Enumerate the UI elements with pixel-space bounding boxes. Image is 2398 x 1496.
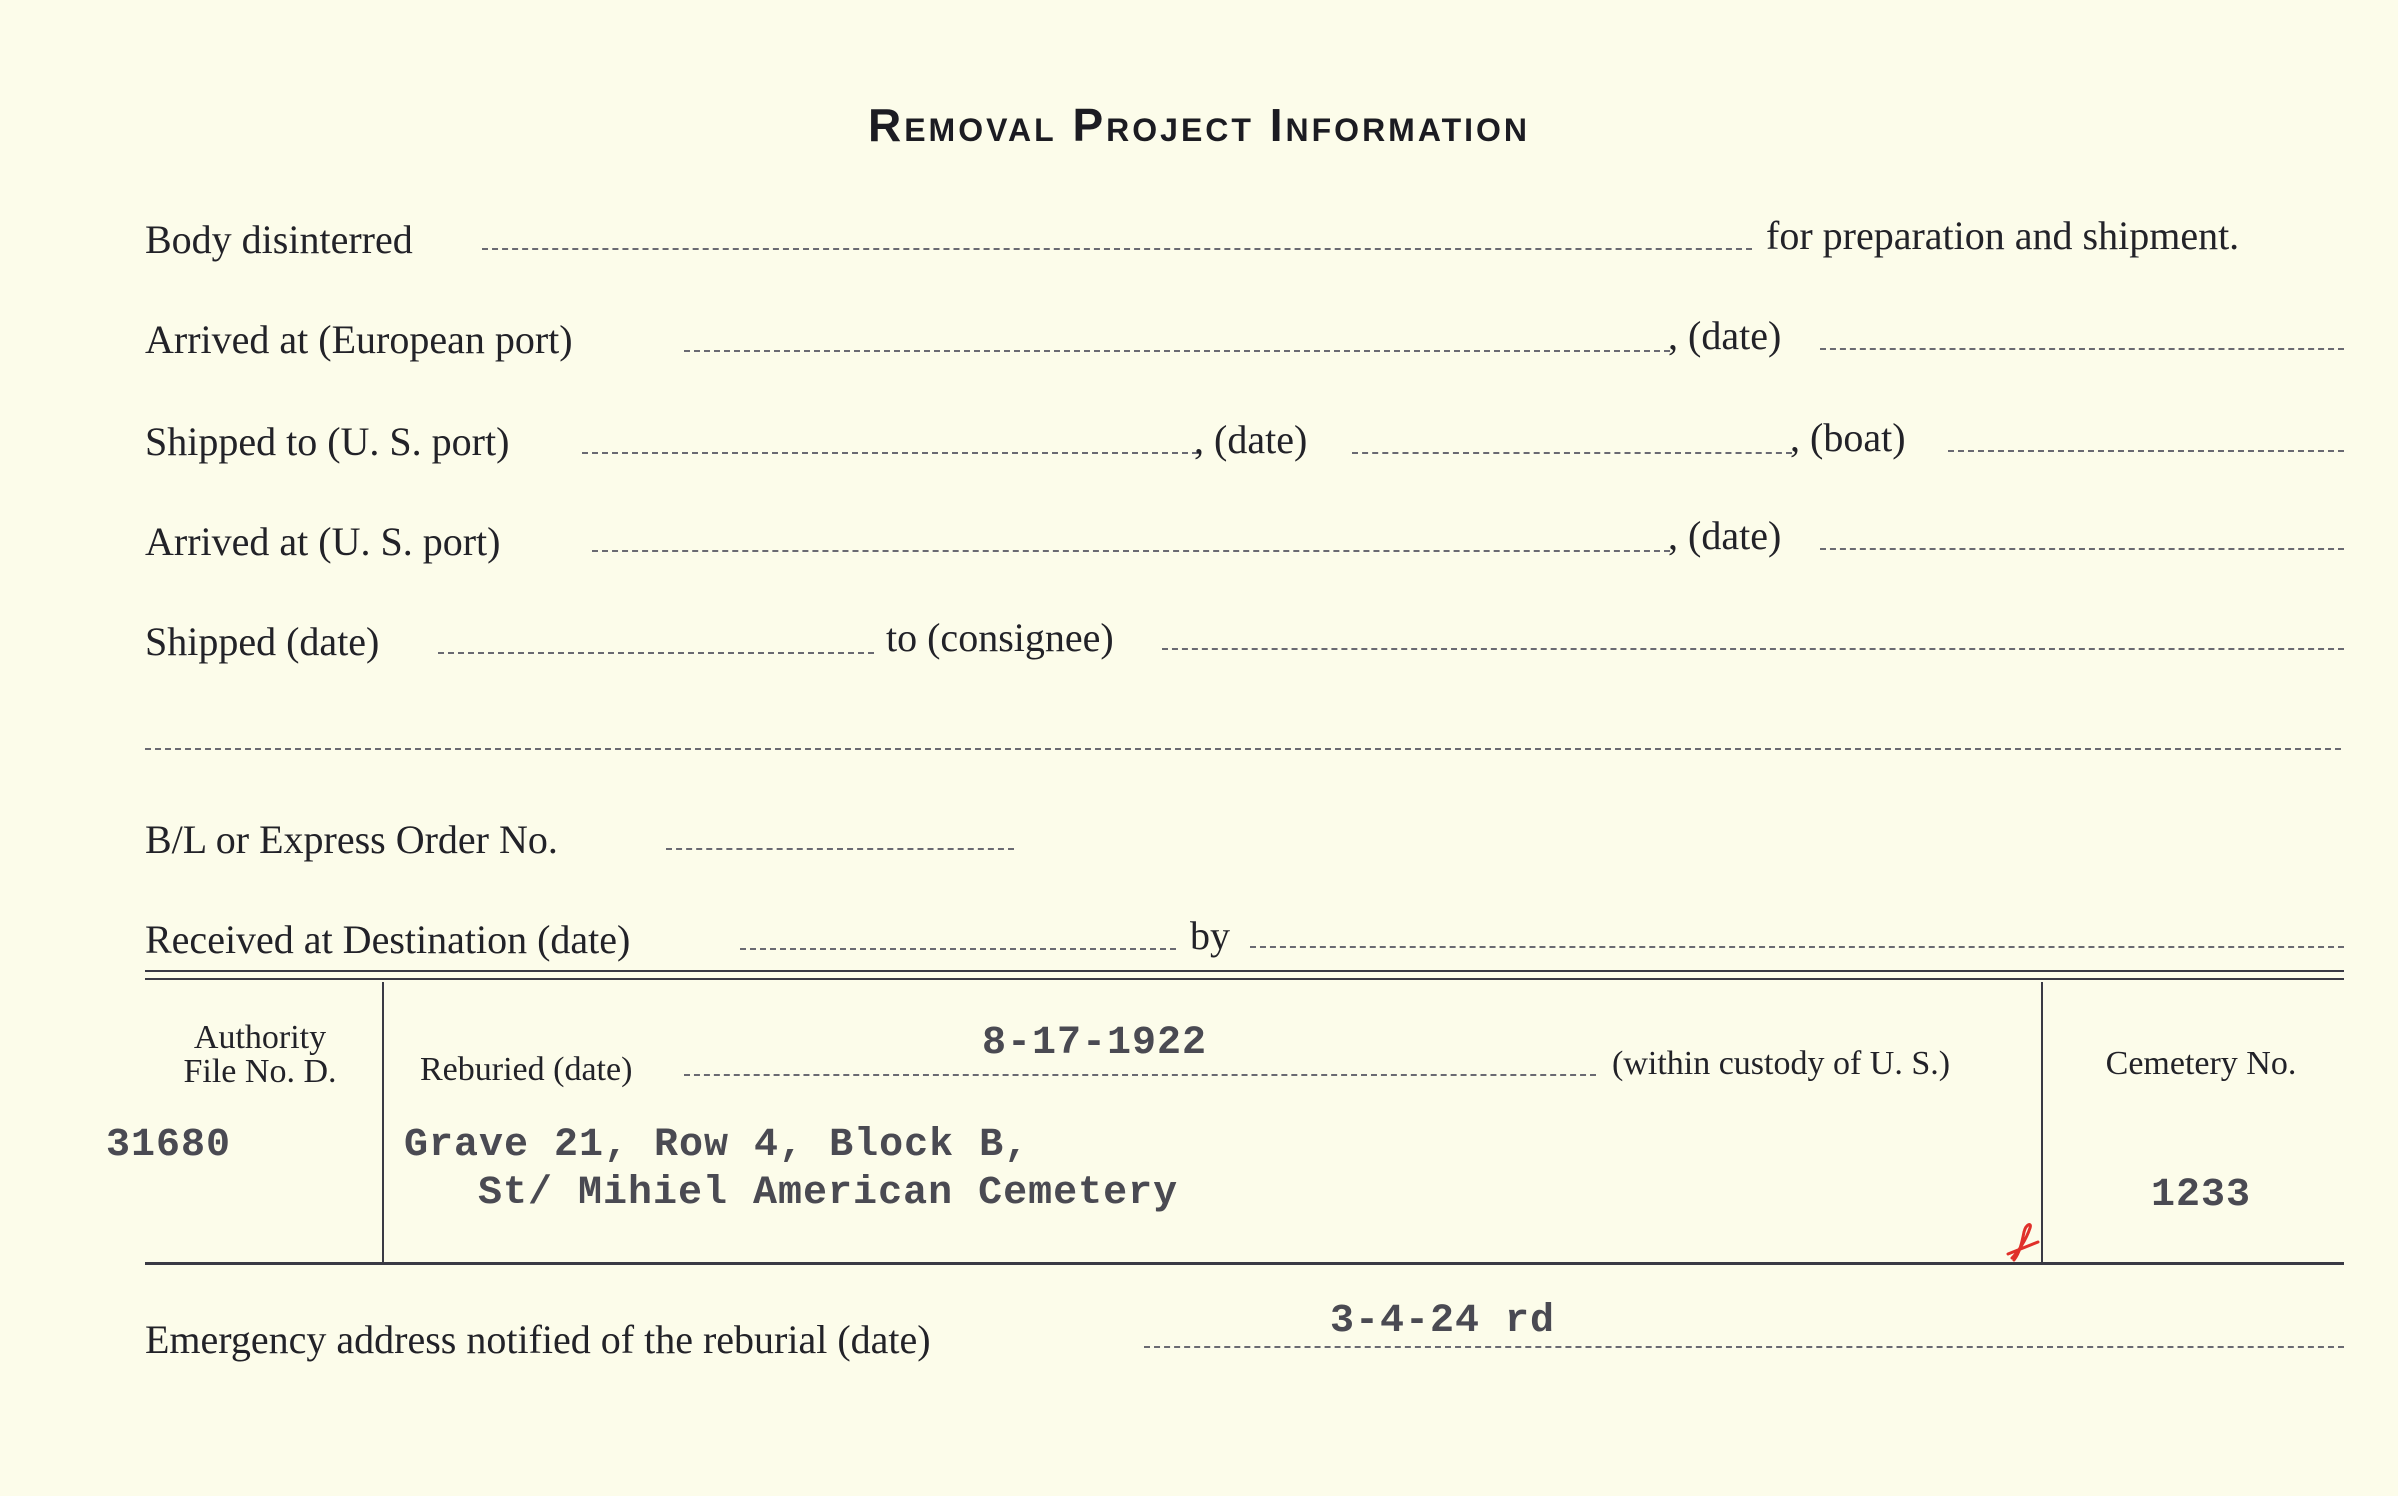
shipped-date-label: Shipped (date)	[145, 619, 380, 664]
reburied-label: Reburied (date)	[420, 1051, 633, 1088]
consignee-field[interactable]	[1162, 648, 2344, 650]
shipped-to-us-date-field[interactable]	[1352, 452, 1792, 454]
arrived-us-date-field[interactable]	[1820, 548, 2344, 550]
for-preparation-label: for preparation and shipment.	[1766, 213, 2240, 258]
received-destination-label: Received at Destination (date)	[145, 917, 631, 962]
reburied-date-field[interactable]	[684, 1074, 1596, 1076]
shipped-to-us-label: Shipped to (U. S. port)	[145, 419, 510, 464]
divider-bottom	[145, 978, 2344, 980]
received-by-field[interactable]	[1250, 946, 2344, 948]
cemetery-number: 1233	[2150, 1173, 2251, 1218]
divider-top	[145, 970, 2344, 972]
arrived-european-label: Arrived at (European port)	[145, 317, 573, 362]
grave-location-line-1: Grave 21, Row 4, Block B,	[404, 1123, 1030, 1168]
date-label-3: , (date)	[1668, 513, 1782, 558]
arrived-us-label: Arrived at (U. S. port)	[145, 519, 501, 564]
bl-order-label: B/L or Express Order No.	[145, 817, 558, 862]
arrived-european-port-field[interactable]	[684, 350, 1670, 352]
date-label-1: , (date)	[1668, 313, 1782, 358]
body-disinterred-field[interactable]	[482, 248, 1752, 250]
boat-field[interactable]	[1948, 450, 2344, 452]
emergency-label: Emergency address notified of the reburial (date)	[145, 1317, 931, 1362]
card-title: Removal Project Information	[867, 99, 1531, 151]
bl-order-field[interactable]	[666, 848, 1014, 850]
arrived-european-date-field[interactable]	[1820, 348, 2344, 350]
authority-label-1: Authority	[193, 1019, 327, 1056]
by-label: by	[1190, 913, 1230, 958]
authority-label-2: File No. D.	[183, 1053, 337, 1090]
body-disinterred-label: Body disinterred	[145, 217, 413, 262]
to-consignee-label: to (consignee)	[886, 615, 1114, 660]
consignee-continuation-field[interactable]	[145, 748, 2341, 750]
cemetery-no-label: Cemetery No.	[2105, 1045, 2297, 1082]
arrived-us-port-field[interactable]	[592, 550, 1670, 552]
authority-file-number: 31680	[106, 1123, 232, 1168]
reburied-date-value: 8-17-1922	[982, 1021, 1208, 1066]
grave-location-line-2: St/ Mihiel American Cemetery	[478, 1171, 1179, 1216]
box-left-divider	[382, 982, 384, 1264]
date-label-2: , (date)	[1194, 417, 1308, 462]
boat-label: , (boat)	[1790, 415, 1906, 460]
received-date-field[interactable]	[740, 948, 1176, 950]
shipped-to-us-port-field[interactable]	[582, 452, 1198, 454]
emergency-date-field[interactable]	[1144, 1346, 2344, 1348]
emergency-date-value: 3-4-24 rd	[1330, 1299, 1556, 1344]
red-check-mark	[2004, 1214, 2064, 1264]
shipped-date-field[interactable]	[438, 652, 874, 654]
custody-label: (within custody of U. S.)	[1612, 1045, 1951, 1082]
